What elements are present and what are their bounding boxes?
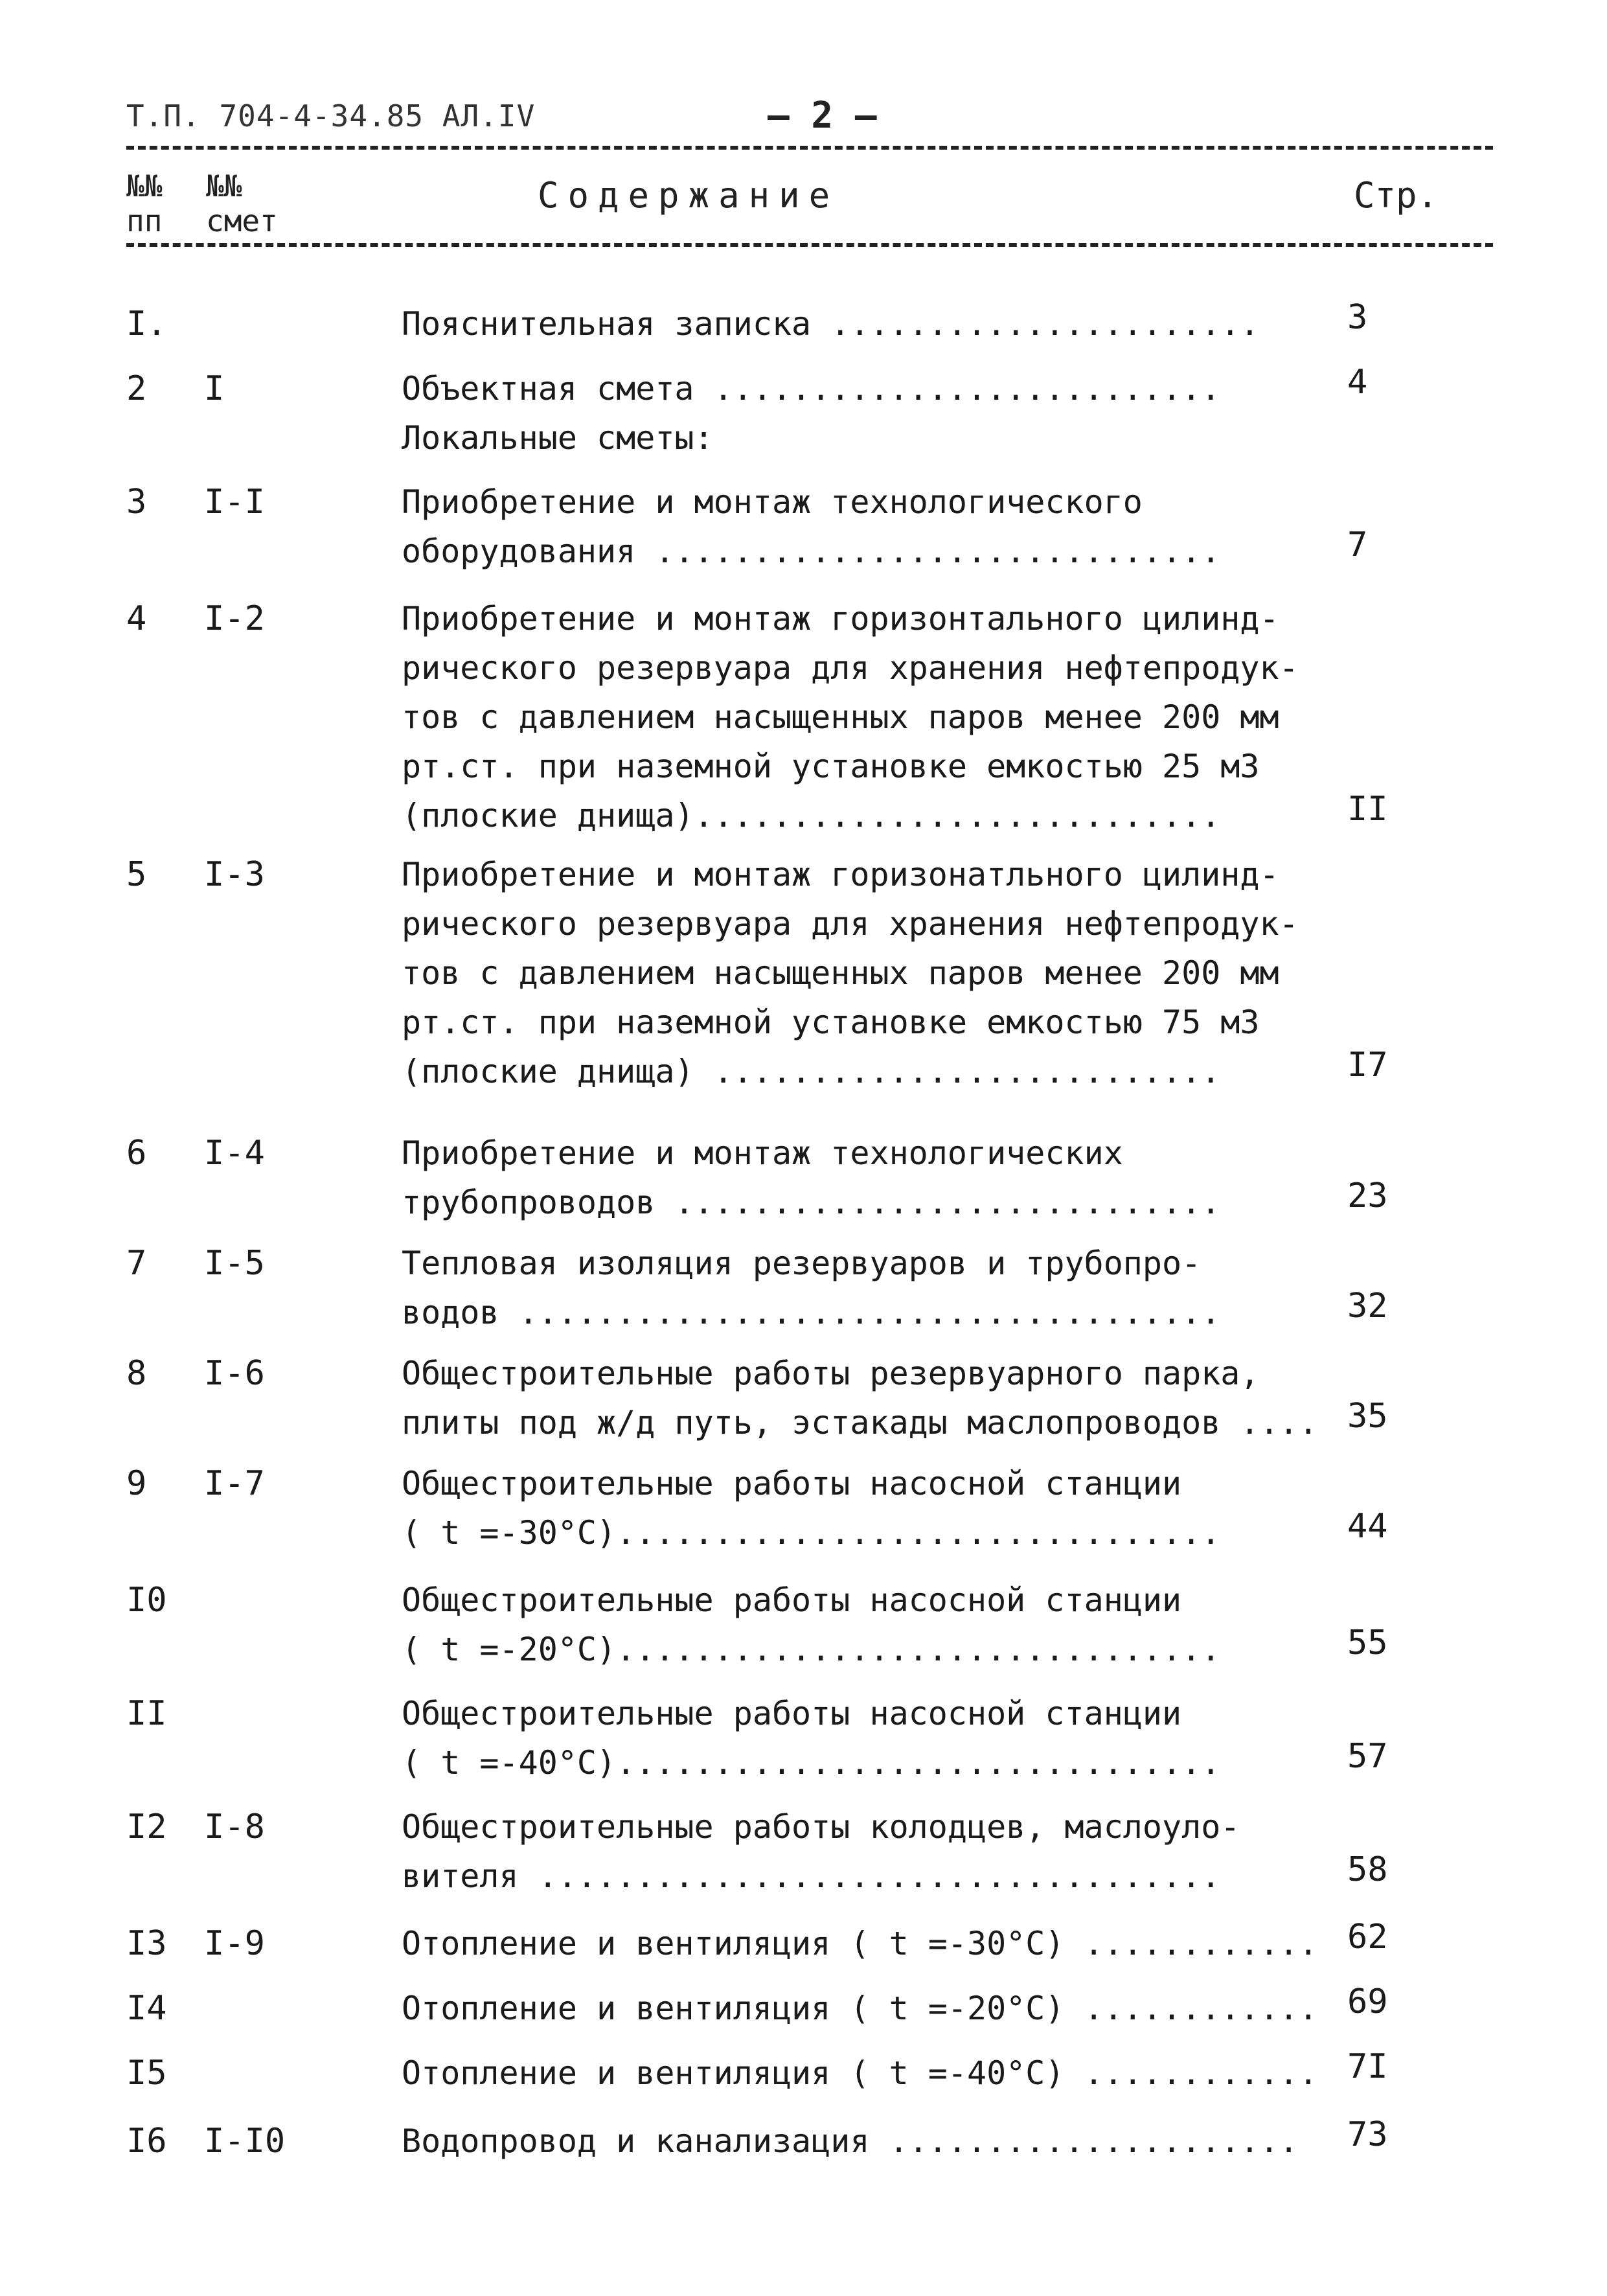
entry-title [402, 1689, 1334, 1787]
entry-page-number: I7 [1347, 1046, 1388, 1085]
entry-item-number: 6 [126, 1134, 147, 1173]
entry-page-number: 23 [1347, 1177, 1388, 1215]
entry-item-number: 9 [126, 1464, 147, 1503]
entry-title [402, 1802, 1334, 1901]
entry-page-number: 3 [1347, 298, 1368, 337]
entry-title-line: плиты под ж/д путь, эстакады маслопроводов .... [402, 1404, 1318, 1441]
entry-estimate-number: I-I [204, 483, 265, 522]
entry-title-line: вителя ................................... [402, 1857, 1221, 1895]
entry-title [402, 1459, 1334, 1557]
entry-page-number: 44 [1347, 1507, 1388, 1546]
entry-title [402, 364, 1334, 463]
entry-title-line: рт.ст. при наземной установке емкостью 25 м3 [402, 748, 1260, 785]
header-divider-bottom [126, 243, 1493, 247]
page-number: – 2 – [768, 95, 877, 137]
entry-estimate-number: I-I0 [204, 2122, 286, 2161]
entry-item-number: 7 [126, 1244, 147, 1283]
entry-title-line: Приобретение и монтаж горизонтального цилинд- [402, 600, 1279, 637]
entry-item-number: II [126, 1694, 167, 1733]
entry-estimate-number: I-7 [204, 1464, 265, 1503]
entry-estimate-number: I-9 [204, 1924, 265, 1963]
entry-title-line: рического резервуара для хранения нефтепродук- [402, 649, 1299, 687]
entry-title-line: (плоские днища) .......................... [402, 1053, 1221, 1090]
entry-estimate-number: I [204, 369, 225, 408]
entry-title [402, 477, 1334, 576]
entry-title-line: ( t =-20°С)............................... [402, 1631, 1221, 1668]
entry-estimate-number: I-8 [204, 1808, 265, 1846]
entry-title-line: ( t =-40°С)............................... [402, 1744, 1221, 1782]
entry-title-line: Общестроительные работы насосной станции [402, 1695, 1182, 1732]
entry-item-number: I4 [126, 1989, 167, 2028]
entry-title [402, 1349, 1334, 1447]
entry-title-line: Объектная смета .......................... [402, 370, 1221, 408]
entry-title [402, 1129, 1334, 1227]
entry-estimate-number: I-5 [204, 1244, 265, 1283]
column-header-estimate-number: №№ смет [206, 168, 278, 238]
entry-title-line: рического резервуара для хранения нефтепродук- [402, 905, 1299, 943]
entry-page-number: 7 [1347, 525, 1368, 564]
entry-title-line: Приобретение и монтаж технологического [402, 483, 1143, 521]
entry-page-number: 73 [1347, 2115, 1388, 2154]
entry-page-number: 62 [1347, 1918, 1388, 1957]
entry-item-number: 3 [126, 483, 147, 522]
entry-title [402, 1576, 1334, 1674]
entry-title [402, 1919, 1334, 1968]
entry-estimate-number: I-4 [204, 1134, 265, 1173]
entry-item-number: I6 [126, 2122, 167, 2161]
entry-page-number: 55 [1347, 1624, 1388, 1662]
document-code: Т.П. 704-4-34.85 АЛ.IV [126, 98, 536, 133]
column-header-contents: Содержание [538, 175, 839, 216]
entry-title-line: трубопроводов ............................ [402, 1184, 1221, 1221]
entry-page-number: 58 [1347, 1850, 1388, 1889]
entry-title-line: (плоские днища)........................... [402, 797, 1221, 834]
entry-title-line: Общестроительные работы колодцев, маслоуло- [402, 1808, 1240, 1846]
entry-title-line: Отопление и вентиляция ( t =-20°С) ............ [402, 1990, 1318, 2027]
entry-page-number: 4 [1347, 363, 1368, 402]
entry-title-line: Отопление и вентиляция ( t =-40°С) ............ [402, 2054, 1318, 2092]
entry-title-line: Водопровод и канализация ..................... [402, 2122, 1299, 2160]
entry-title-line: Тепловая изоляция резервуаров и трубопро- [402, 1245, 1202, 1282]
entry-title-line: оборудования ............................. [402, 533, 1221, 570]
entry-title-line: тов с давлением насыщенных паров менее 200 мм [402, 954, 1279, 992]
entry-title [402, 850, 1334, 1096]
header-divider-top [126, 146, 1493, 150]
entry-title-line: ( t =-30°С)............................... [402, 1514, 1221, 1552]
entry-estimate-number: I-6 [204, 1354, 265, 1393]
entry-item-number: I0 [126, 1581, 167, 1620]
entry-page-number: 32 [1347, 1287, 1388, 1326]
entry-page-number: 69 [1347, 1982, 1388, 2021]
entry-page-number: 35 [1347, 1397, 1388, 1436]
entry-title-line: Общестроительные работы насосной станции [402, 1465, 1182, 1502]
entry-title-line: Приобретение и монтаж технологических [402, 1134, 1123, 1172]
entry-item-number: 2 [126, 369, 147, 408]
column-header-item-number: №№ пп [126, 168, 163, 238]
entry-title-line: Общестроительные работы резервуарного парка, [402, 1355, 1260, 1392]
entry-estimate-number: I-3 [204, 855, 265, 894]
column-header-page: Стр. [1354, 175, 1439, 216]
entry-title [402, 1239, 1334, 1337]
entry-item-number: 4 [126, 599, 147, 638]
entry-item-number: 5 [126, 855, 147, 894]
entry-title-line: Пояснительная записка ...................... [402, 305, 1260, 343]
entry-title [402, 2117, 1334, 2166]
entry-item-number: I3 [126, 1924, 167, 1963]
entry-page-number: 7I [1347, 2047, 1388, 2086]
entry-item-number: I5 [126, 2054, 167, 2093]
entry-item-number: 8 [126, 1354, 147, 1393]
entry-item-number: I2 [126, 1808, 167, 1846]
entry-page-number: II [1347, 790, 1388, 829]
entry-title [402, 2049, 1334, 2098]
entry-title [402, 594, 1334, 840]
entry-title-line: Отопление и вентиляция ( t =-30°С) ............ [402, 1925, 1318, 1962]
entry-title-line: Приобретение и монтаж горизонатльного цилинд- [402, 856, 1279, 893]
entry-title-line: водов .................................... [402, 1294, 1221, 1331]
entry-title-line: Общестроительные работы насосной станции [402, 1581, 1182, 1619]
entry-title-line: тов с давлением насыщенных паров менее 200 мм [402, 698, 1279, 736]
entry-estimate-number: I-2 [204, 599, 265, 638]
entry-title-line: рт.ст. при наземной установке емкостью 75 м3 [402, 1004, 1260, 1041]
entry-title [402, 299, 1334, 349]
entry-page-number: 57 [1347, 1737, 1388, 1776]
entry-title-line: Локальные сметы: [402, 419, 714, 457]
entry-title [402, 1984, 1334, 2033]
entry-item-number: I. [126, 304, 167, 343]
